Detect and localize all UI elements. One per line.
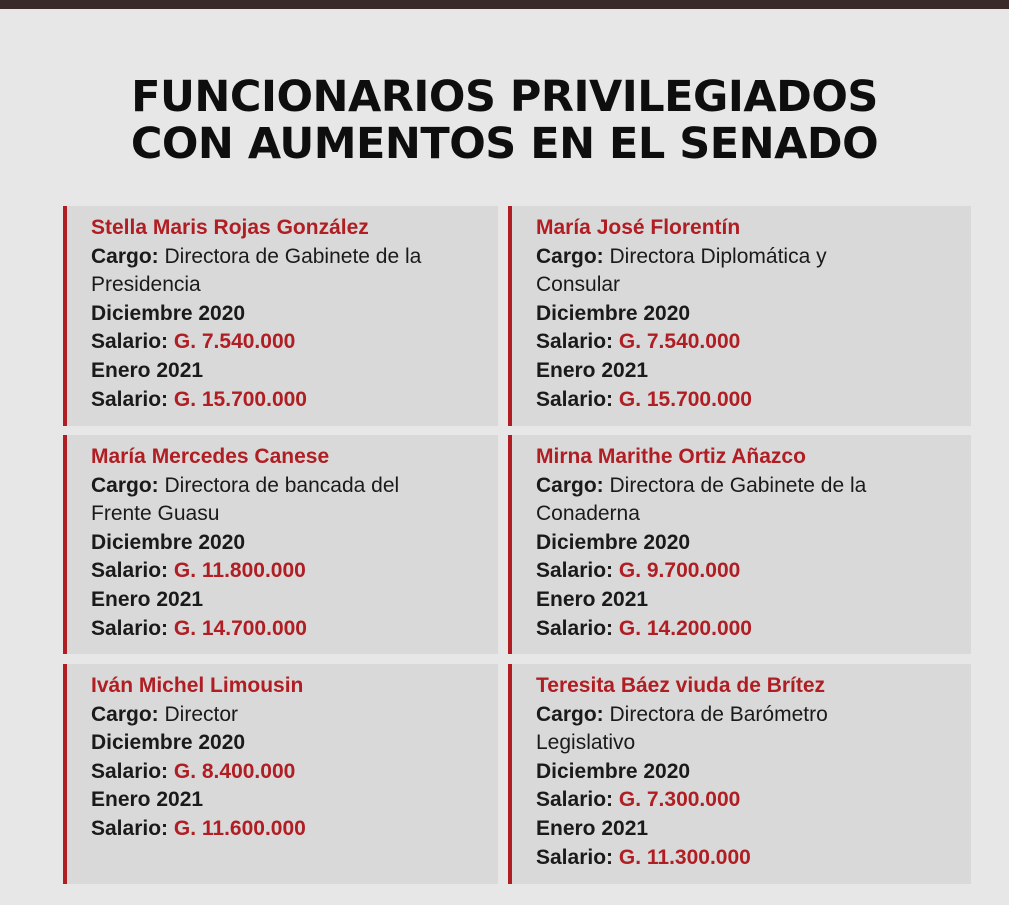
official-name: Iván Michel Limousin: [91, 674, 304, 697]
salary-label: Salario:: [536, 387, 614, 411]
salary-jan-line: [91, 386, 490, 415]
salary-dec-line: [536, 557, 963, 586]
cargo-label: Cargo:: [91, 473, 159, 497]
cargo-label: Cargo:: [91, 702, 159, 726]
page-title: [0, 74, 1009, 168]
cargo-value: Directora de Gabinete de la: [164, 244, 422, 268]
official-card: [63, 435, 498, 654]
official-name: Stella Maris Rojas González: [91, 216, 369, 239]
salary-dec-value: G. 7.300.000: [618, 788, 741, 812]
salary-dec-value: G. 7.540.000: [618, 330, 741, 354]
salary-jan-line: [536, 844, 963, 873]
cargo-value-cont: Consular: [536, 273, 621, 297]
salary-dec-line: [536, 328, 963, 357]
cargo-label: Cargo:: [91, 244, 159, 268]
salary-jan-value: G. 14.700.000: [173, 616, 307, 640]
period-jan: Enero 2021: [536, 587, 649, 611]
cargo-line: [536, 701, 963, 730]
period-jan: Enero 2021: [91, 788, 204, 812]
cargo-line: [536, 243, 963, 272]
salary-dec-value: G. 8.400.000: [173, 759, 296, 783]
salary-label: Salario:: [91, 616, 169, 640]
salary-label: Salario:: [91, 330, 169, 354]
official-card: [508, 206, 971, 426]
salary-dec-value: G. 7.540.000: [173, 330, 296, 354]
official-name: Teresita Báez viuda de Brítez: [536, 674, 826, 697]
period-dec: Diciembre 2020: [536, 301, 691, 325]
salary-jan-value: G. 14.200.000: [618, 616, 752, 640]
title-line-1: FUNCIONARIOS PRIVILEGIADOS: [131, 72, 878, 122]
salary-jan-value: G. 11.300.000: [618, 845, 751, 869]
cargo-value-cont: Frente Guasu: [91, 502, 220, 526]
period-dec: Diciembre 2020: [91, 301, 246, 325]
official-name: Mirna Marithe Ortiz Añazco: [536, 445, 806, 468]
cargo-value-cont: Presidencia: [91, 273, 201, 297]
salary-jan-line: [91, 615, 490, 644]
official-card: [508, 664, 971, 884]
salary-jan-line: [91, 815, 490, 844]
cargo-value: Directora de Barómetro: [609, 702, 828, 726]
salary-label: Salario:: [536, 788, 614, 812]
salary-jan-line: [536, 615, 963, 644]
period-jan: Enero 2021: [91, 587, 204, 611]
salary-dec-line: [91, 328, 490, 357]
salary-dec-line: [91, 557, 490, 586]
salary-dec-line: [91, 758, 490, 787]
top-bar: [0, 0, 1009, 9]
period-dec: Diciembre 2020: [91, 731, 246, 755]
cargo-value-cont: Legislativo: [536, 731, 636, 755]
official-name: María José Florentín: [536, 216, 741, 239]
salary-jan-line: [536, 386, 963, 415]
official-card: [63, 664, 498, 884]
cargo-label: Cargo:: [536, 244, 604, 268]
cargo-line: [536, 472, 963, 501]
salary-label: Salario:: [91, 816, 169, 840]
salary-jan-value: G. 11.600.000: [173, 816, 306, 840]
salary-jan-value: G. 15.700.000: [173, 387, 307, 411]
salary-dec-value: G. 11.800.000: [173, 559, 306, 583]
salary-label: Salario:: [91, 387, 169, 411]
period-dec: Diciembre 2020: [536, 530, 691, 554]
cargo-line: [91, 701, 490, 730]
salary-label: Salario:: [536, 616, 614, 640]
official-card: [508, 435, 971, 654]
salary-label: Salario:: [536, 330, 614, 354]
period-jan: Enero 2021: [536, 816, 649, 840]
cargo-value: Directora Diplomática y: [609, 244, 827, 268]
period-dec: Diciembre 2020: [91, 530, 246, 554]
cargo-line: [91, 472, 490, 501]
salary-dec-line: [536, 786, 963, 815]
salary-label: Salario:: [91, 759, 169, 783]
salary-label: Salario:: [536, 559, 614, 583]
cargo-label: Cargo:: [536, 702, 604, 726]
salary-label: Salario:: [536, 845, 614, 869]
salary-jan-value: G. 15.700.000: [618, 387, 752, 411]
official-card: [63, 206, 498, 426]
period-dec: Diciembre 2020: [536, 759, 691, 783]
period-jan: Enero 2021: [91, 358, 204, 382]
salary-label: Salario:: [91, 559, 169, 583]
official-name: María Mercedes Canese: [91, 445, 330, 468]
period-jan: Enero 2021: [536, 358, 649, 382]
cargo-line: [91, 243, 490, 272]
cargo-value: Director: [164, 702, 239, 726]
cargo-value: Directora de Gabinete de la: [609, 473, 867, 497]
salary-dec-value: G. 9.700.000: [618, 559, 741, 583]
cargo-value-cont: Conaderna: [536, 502, 640, 526]
cargo-value: Directora de bancada del: [164, 473, 400, 497]
title-line-2: CON AUMENTOS EN EL SENADO: [130, 119, 879, 169]
cargo-label: Cargo:: [536, 473, 604, 497]
